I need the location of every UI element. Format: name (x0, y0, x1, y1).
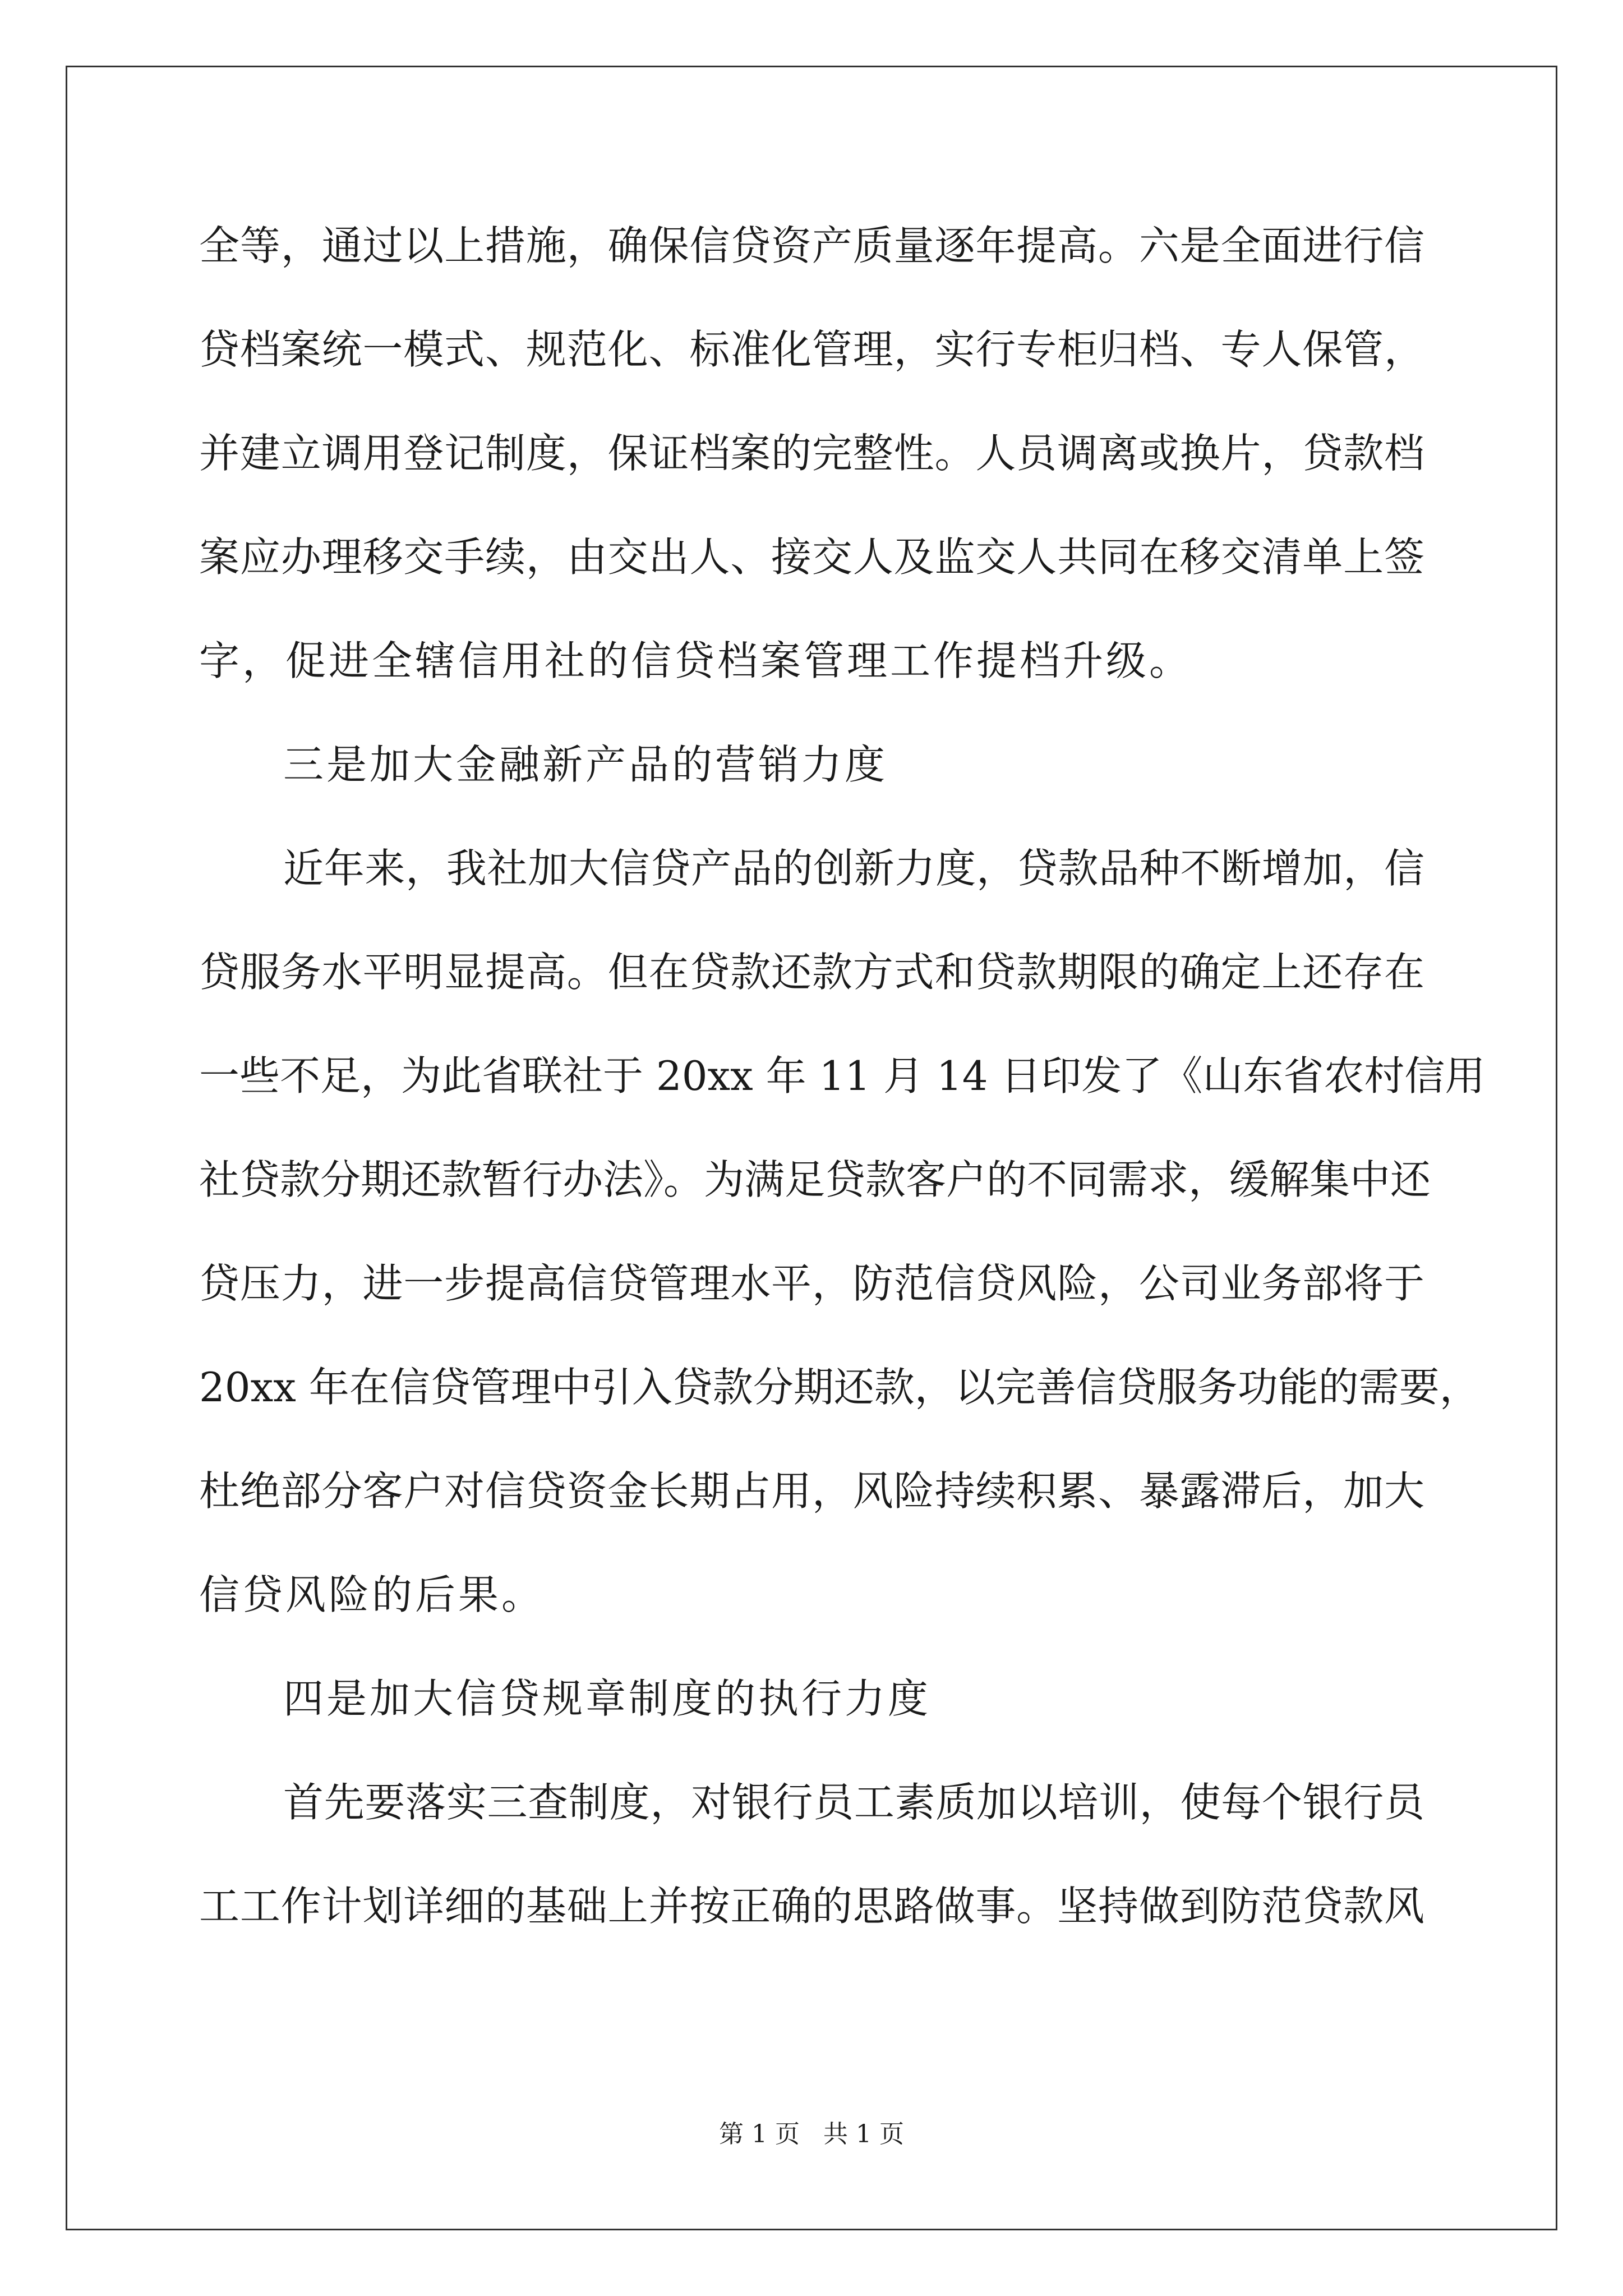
text-line: 社贷款分期还款暂行办法》。为满足贷款客户的不同需求，缓解集中还 (199, 1156, 1431, 1203)
text-line: 近年来，我社加大信贷产品的创新力度，贷款品种不断增加，信 (283, 845, 1424, 892)
page-footer: 第 1 页 共 1 页 (719, 2120, 904, 2148)
text-line: 并建立调用登记制度，保证档案的完整性。人员调离或换片，贷款档 (199, 430, 1424, 477)
text-line: 全等，通过以上措施，确保信贷资产质量逐年提高。六是全面进行信 (199, 222, 1424, 269)
text-line: 字，促进全辖信用社的信贷档案管理工作提档升级。 (199, 637, 1193, 684)
text-line: 杜绝部分客户对信贷资金长期占用，风险持续积累、暴露滞后，加大 (199, 1467, 1424, 1515)
text-line: 20xx 年在信贷管理中引入贷款分期还款，以完善信贷服务功能的需要， (199, 1364, 1480, 1411)
text-line: 贷服务水平明显提高。但在贷款还款方式和贷款期限的确定上还存在 (199, 949, 1424, 996)
text-line: 首先要落实三查制度，对银行员工素质加以培训，使每个银行员 (283, 1779, 1424, 1826)
text-line: 信贷风险的后果。 (199, 1571, 545, 1618)
section-heading: 四是加大信贷规章制度的执行力度 (283, 1675, 932, 1722)
text-line: 贷档案统一模式、规范化、标准化管理，实行专柜归档、专人保管， (199, 326, 1424, 373)
text-line: 案应办理移交手续，由交出人、接交人及监交人共同在移交清单上签 (199, 533, 1424, 581)
text-line: 一些不足，为此省联社于 20xx 年 11 月 14 日印发了《山东省农村信用 (199, 1052, 1486, 1099)
text-line: 贷压力，进一步提高信贷管理水平，防范信贷风险，公司业务部将于 (199, 1260, 1424, 1307)
text-line: 工工作计划详细的基础上并按正确的思路做事。坚持做到防范贷款风 (199, 1883, 1424, 1930)
section-heading: 三是加大金融新产品的营销力度 (283, 741, 888, 788)
